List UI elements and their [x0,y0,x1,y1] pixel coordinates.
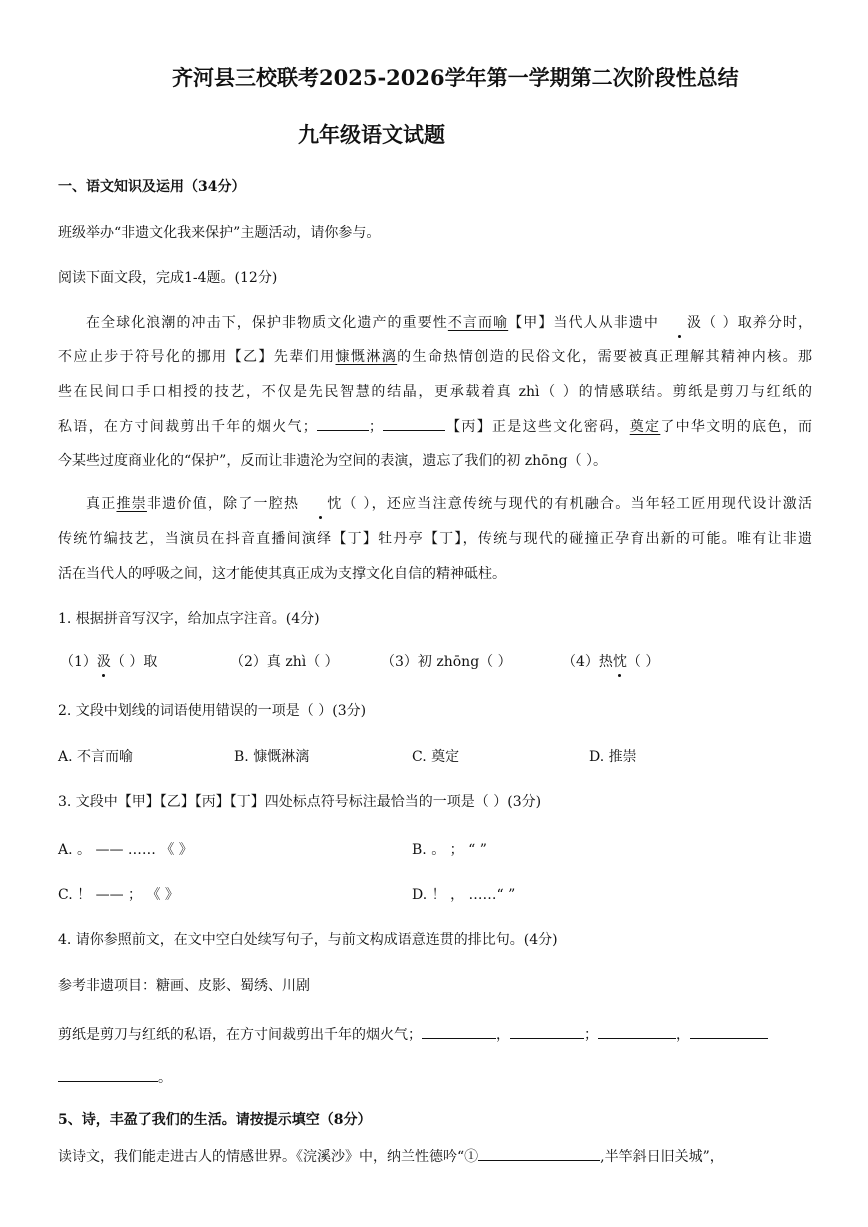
reading-prompt: 阅读下面文段，完成1-4题。(12分) [58,270,278,286]
dotted-char: 汲 [659,313,701,333]
punctuation: ， [496,1027,510,1043]
passage-text: 私语，在方寸间裁剪出千年的烟火气； [58,419,317,435]
answer-blank[interactable] [478,1146,600,1161]
passage-text: 不应止步于符号化的挪用【乙】先辈们用 [58,349,336,365]
question-4-stem: 4. 请你参照前文，在文中空白处续写句子，与前文构成语意连贯的排比句。(4分) [58,932,558,948]
passage-text: 【丙】正是这些文化密码， [444,419,630,435]
poem-prompt: 读诗文，我们能走进古人的情感世界。《浣溪沙》中，纳兰性德吟“① [58,1149,479,1165]
dotted-char: 忱 [612,654,627,670]
passage-text: 【甲】当代人从非遗中 [508,315,659,331]
poem-prompt: ,半竿斜日旧关城”， [600,1149,724,1165]
punctuation: 。 [158,1070,172,1086]
underlined-word: 推崇 [116,496,147,512]
option-a[interactable]: A. 。 —— …… 《 》 [58,842,193,858]
passage-line: 今某些过度商业化的“保护”，反而让非遗沦为空间的表演，遗忘了我们的初 zhōng（ ）。 [58,453,608,469]
exam-title: 齐河县三校联考2025-2026学年第一学期第二次阶段性总结 [172,65,739,90]
question-5-heading: 5、诗，丰盈了我们的生活。请按提示填空（8分） [58,1112,372,1128]
passage-line: 些在民间口手口相授的技艺，不仅是先民智慧的结晶，更承载着真 zhì（ ）的情感联结。剪纸是剪刀与红纸的 [58,384,812,400]
blank-line [317,416,369,431]
question-4-answer-line-cont [58,1067,812,1088]
passage-line: 活在当代人的呼吸之间，这才能使其真正成为支撑文化自信的精神砥柱。 [58,566,506,582]
passage-line: 传统竹编技艺，当演员在抖音直播间演绎【丁】牡丹亭【丁】，传统与现代的碰撞正孕育出新的可能。唯有让非遗 [58,531,812,547]
q1-item-3: （3）初 zhōng（ ） [381,654,512,670]
dotted-char: 忱 [299,494,341,514]
answer-blank[interactable] [690,1024,768,1039]
underlined-word: 慷慨淋漓 [335,349,398,365]
option-c[interactable]: C. 奠定 [412,749,460,765]
blank-line [383,416,445,431]
option-b[interactable]: B. 。 ； “ ” [412,842,487,858]
answer-blank[interactable] [510,1024,584,1039]
passage-text: 非遗价值，除了一腔热 [146,496,300,512]
dotted-char: 汲 [96,654,111,670]
option-d[interactable]: D. ！ ， ……“ ” [412,887,516,903]
passage-text: （ ），还应当注意传统与现代的有机融合。当年轻工匠用现代设计激活 [341,496,813,512]
exam-subtitle: 九年级语文试题 [298,122,445,147]
passage-line [58,313,812,333]
answer-blank[interactable] [598,1024,676,1039]
q1-item-1: （1）汲（ ）取 [60,654,158,670]
passage-text: 的生命热情创造的民俗文化，需要被真正理解其精神内核。那 [397,349,813,365]
answer-blank[interactable] [422,1024,496,1039]
q1-item-2: （2）真 zhì（ ） [230,654,339,670]
q1-item-4: （4）热忱（ ） [562,654,660,670]
question-3-stem: 3. 文段中【甲】【乙】【丙】【丁】四处标点符号标注最恰当的一项是（ ）(3分) [58,794,542,810]
punctuation: ， [676,1027,690,1043]
passage-text: （ ）取养分时， [700,315,813,331]
passage-text: 了中华文明的底色，而 [660,419,813,435]
underlined-word: 不言而喻 [447,315,509,331]
passage-text: ； [368,419,383,435]
passage-line [58,416,812,437]
question-4-reference: 参考非遗项目：糖画、皮影、蜀绣、川剧 [58,978,310,994]
passage-line [58,494,812,514]
option-b[interactable]: B. 慷慨淋漓 [234,749,310,765]
question-4-answer-line [58,1024,812,1045]
section-heading: 一、语文知识及运用（34分） [58,179,246,195]
passage-text: 在全球化浪潮的冲击下，保护非物质文化遗产的重要性 [86,315,448,331]
passage-text: 真正 [86,496,117,512]
question-5-line [58,1146,812,1167]
option-c[interactable]: C. ！ —— ； 《 》 [58,887,179,903]
answer-prompt: 剪纸是剪刀与红纸的私语，在方寸间裁剪出千年的烟火气； [58,1027,422,1043]
activity-intro: 班级举办“非遗文化我来保护”主题活动，请你参与。 [58,225,381,241]
passage-line [58,347,812,367]
punctuation: ； [584,1027,598,1043]
answer-blank[interactable] [58,1067,158,1082]
option-a[interactable]: A. 不言而喻 [58,749,134,765]
option-d[interactable]: D. 推崇 [589,749,637,765]
question-2-stem: 2. 文段中划线的词语使用错误的一项是（ ）(3分) [58,703,367,719]
underlined-word: 奠定 [629,419,661,435]
question-1-stem: 1. 根据拼音写汉字，给加点字注音。(4分) [58,611,320,627]
